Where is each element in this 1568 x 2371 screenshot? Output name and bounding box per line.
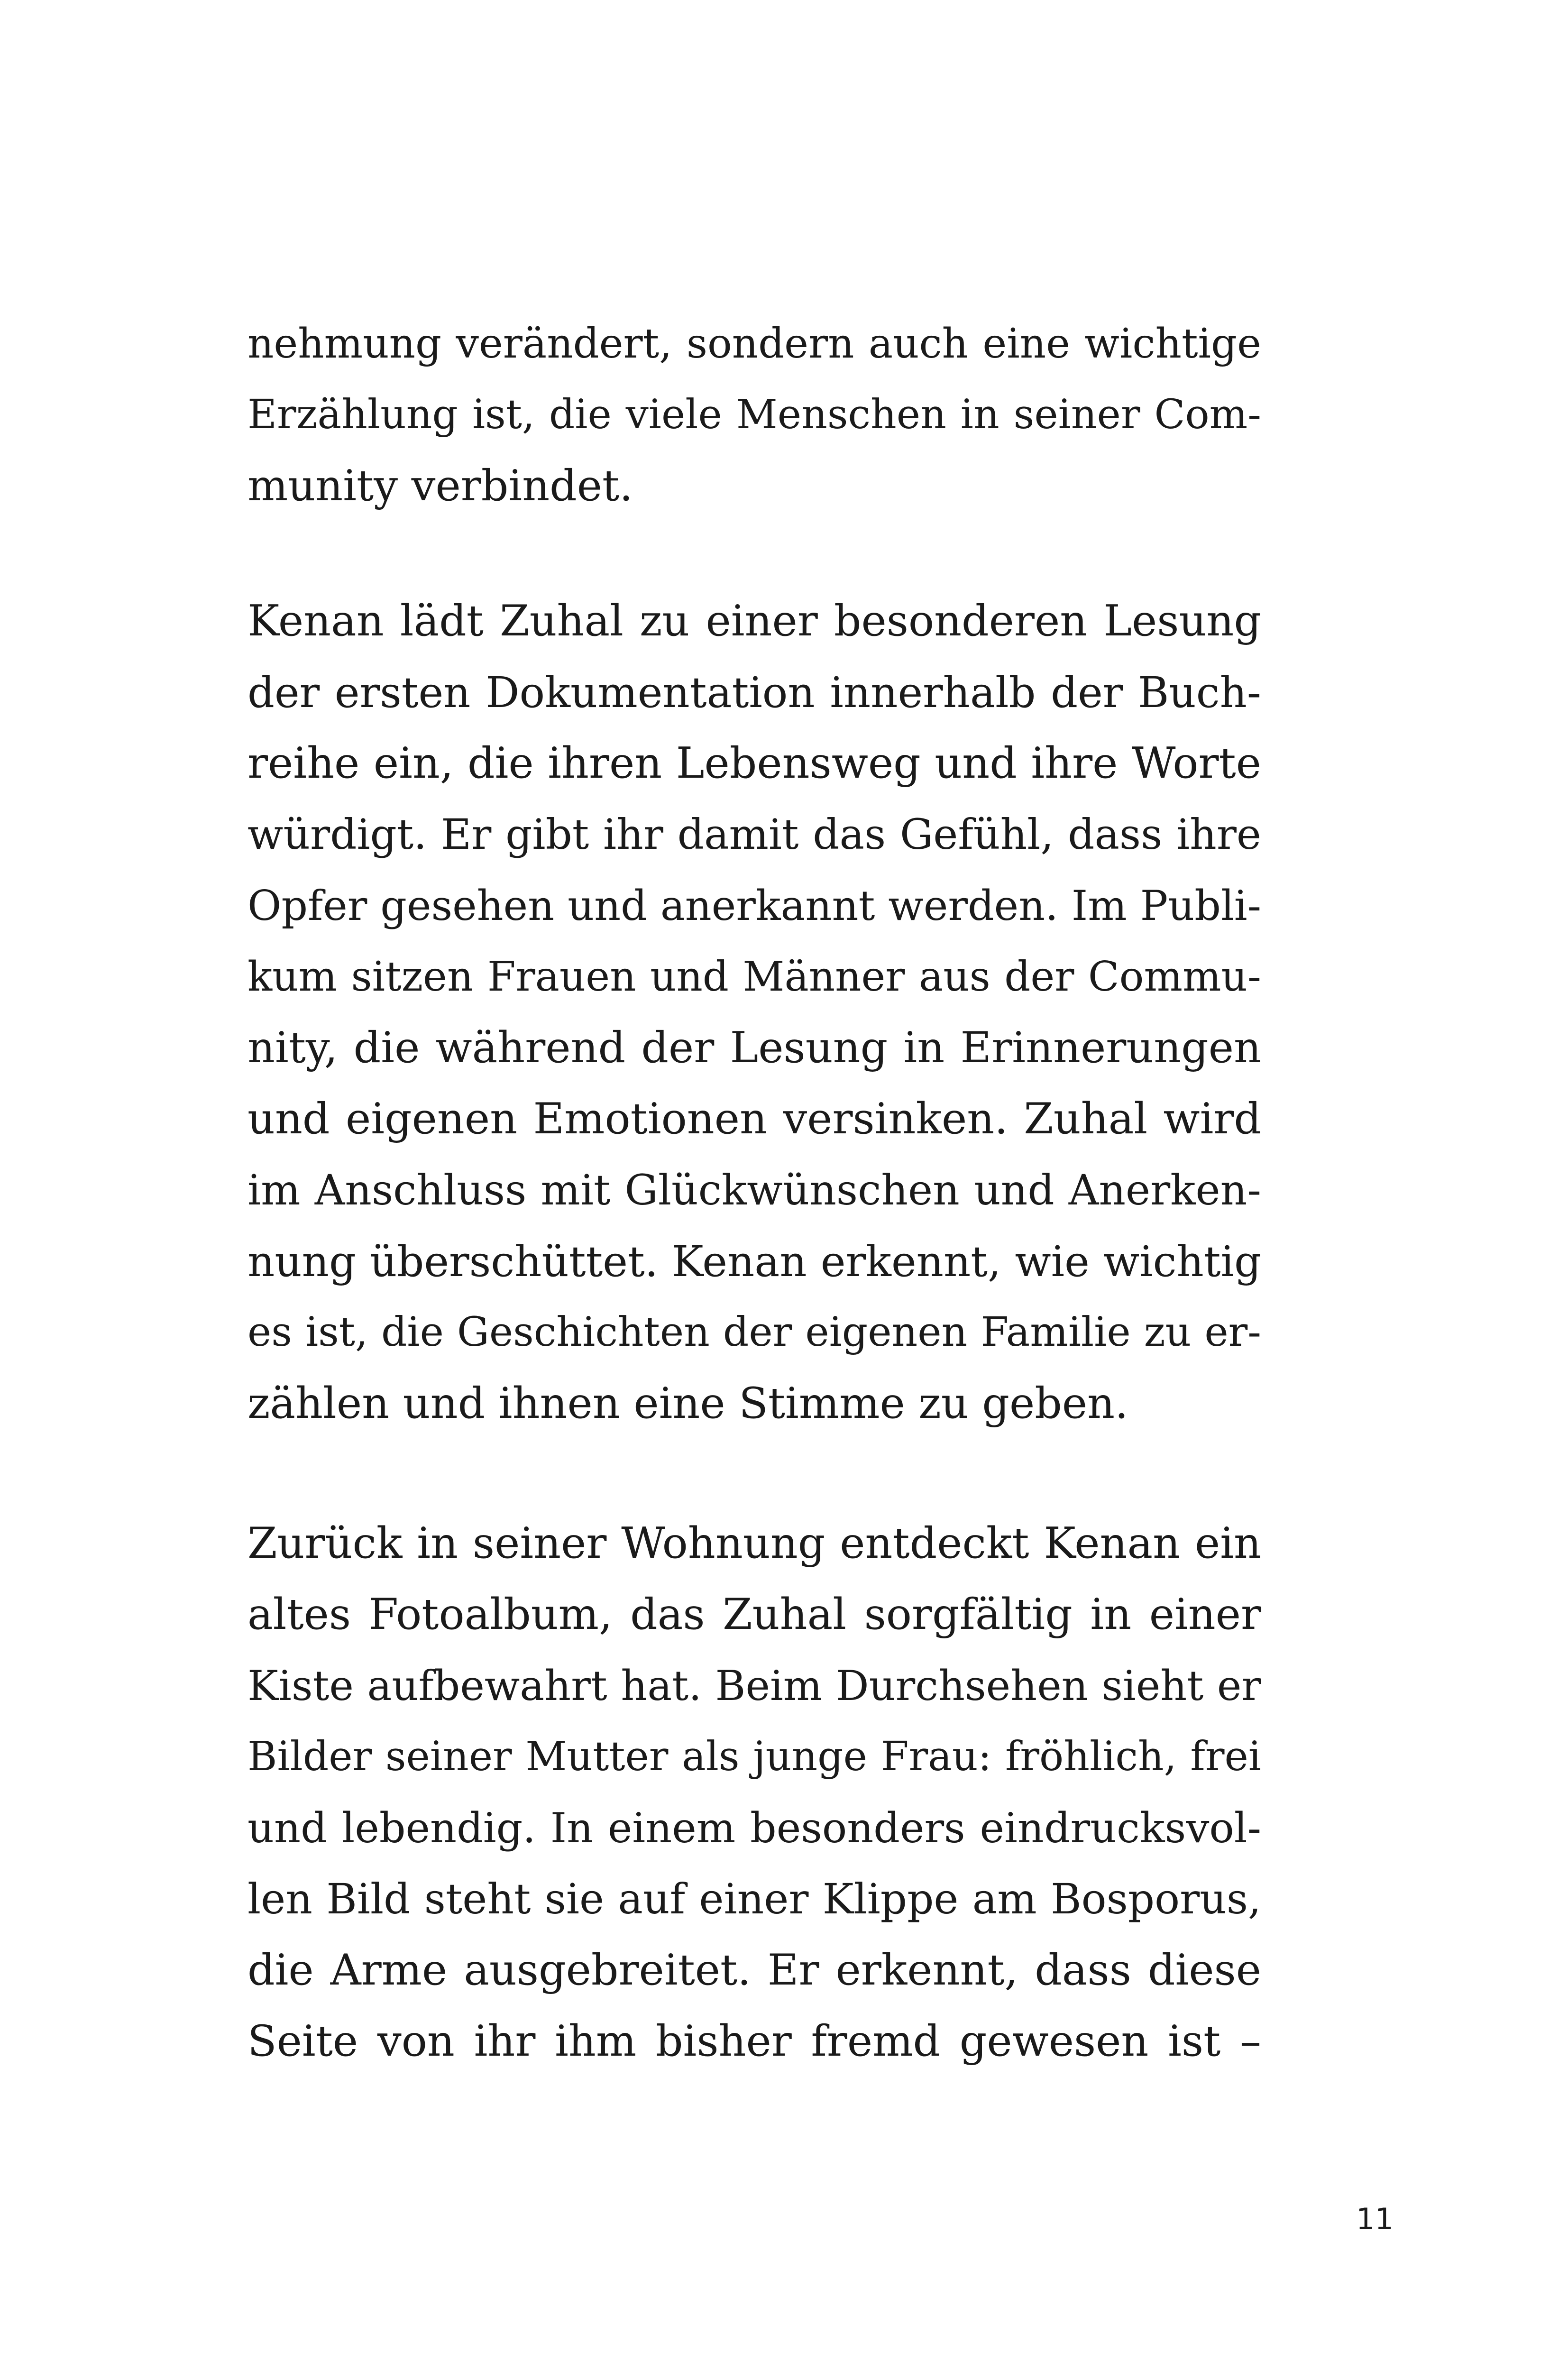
- paragraph-2: [248, 586, 1261, 1439]
- page-number: 11: [1356, 2202, 1394, 2236]
- text-line: zählen und ihnen eine Stimme zu geben.: [248, 1378, 1128, 1428]
- text-line: es ist, die Geschichten der eigenen Familie zu er-: [248, 1309, 1261, 1356]
- text-line: reihe ein, die ihren Lebensweg und ihre Worte: [248, 738, 1261, 788]
- text-line: Kiste aufbewahrt hat. Beim Durchsehen sieht er: [248, 1662, 1261, 1710]
- text-line: kum sitzen Frauen und Männer aus der Commu-: [248, 953, 1261, 1001]
- text-line: Seite von ihr ihm bisher fremd gewesen ist –: [248, 2016, 1261, 2066]
- text-line: Zurück in seiner Wohnung entdeckt Kenan ein: [248, 1518, 1261, 1568]
- paragraph-3: [248, 1508, 1261, 2077]
- text-line: im Anschluss mit Glückwünschen und Anerken-: [248, 1166, 1261, 1214]
- text-line: nity, die während der Lesung in Erinnerungen: [248, 1023, 1261, 1073]
- text-line: nung überschüttet. Kenan erkennt, wie wichtig: [248, 1237, 1261, 1286]
- text-line: und lebendig. In einem besonders eindrucksvol-: [248, 1804, 1261, 1852]
- text-line: nehmung verändert, sondern auch eine wichtige: [248, 320, 1261, 368]
- text-line: Kenan lädt Zuhal zu einer besonderen Lesung: [248, 596, 1261, 646]
- text-line: und eigenen Emotionen versinken. Zuhal wird: [248, 1094, 1261, 1144]
- text-line: die Arme ausgebreitet. Er erkennt, dass diese: [248, 1945, 1261, 1995]
- text-line: Opfer gesehen und anerkannt werden. Im Publi-: [248, 882, 1261, 930]
- text-line: altes Fotoalbum, das Zuhal sorgfältig in einer: [248, 1590, 1261, 1639]
- text-line: der ersten Dokumentation innerhalb der Buch-: [248, 668, 1261, 717]
- text-line: Bilder seiner Mutter als junge Frau: fröhlich, frei: [248, 1733, 1261, 1780]
- paragraph-1: [248, 308, 1261, 522]
- text-line: munity verbindet.: [248, 461, 633, 511]
- text-line: len Bild steht sie auf einer Klippe am Bosporus,: [248, 1875, 1261, 1923]
- text-line: Erzählung ist, die viele Menschen in seiner Com-: [248, 391, 1261, 438]
- text-line: würdigt. Er gibt ihr damit das Gefühl, dass ihre: [248, 810, 1261, 859]
